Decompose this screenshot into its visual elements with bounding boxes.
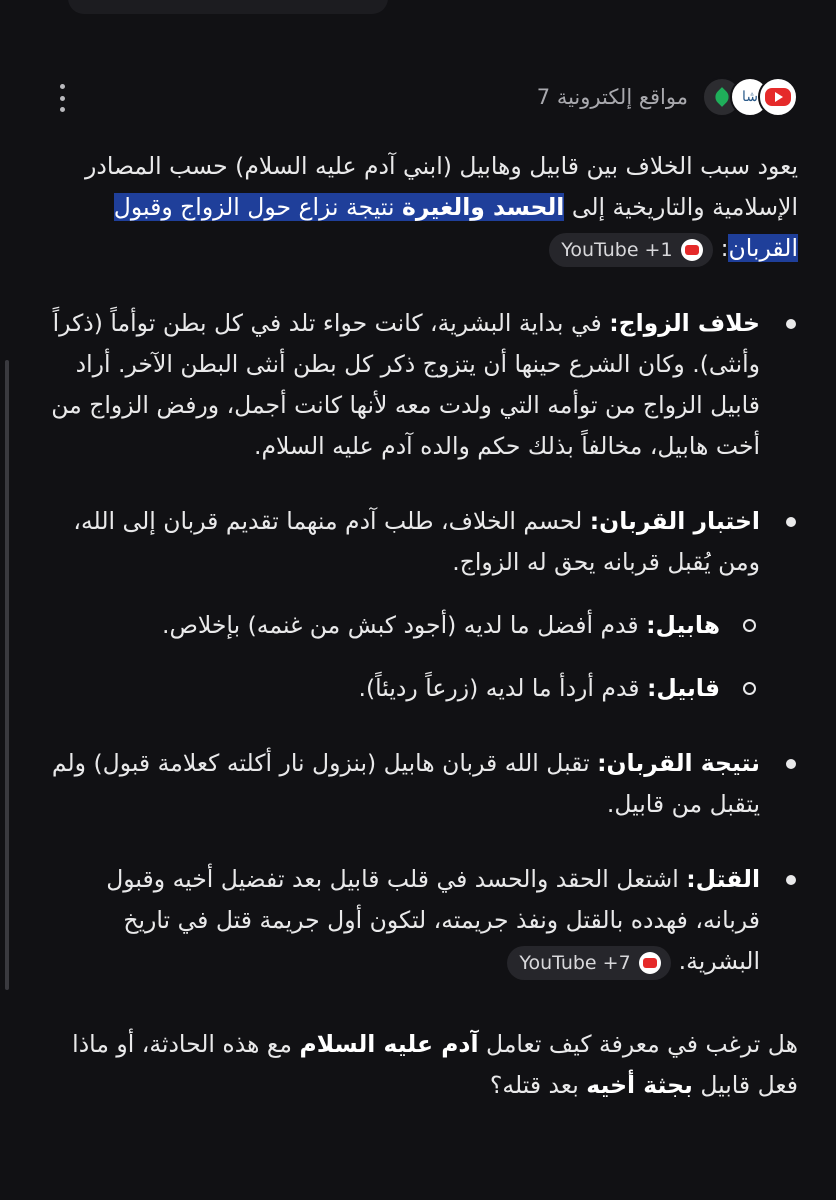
sub-list xyxy=(40,605,760,709)
list-item: نتيجة القربان: تقبل الله قربان هابيل (بنزول نار أكلته كعلامة قبول) ولم يتقبل من قابيل. xyxy=(40,743,798,825)
follow-up-question: هل ترغب في معرفة كيف تعامل آدم عليه السلام مع هذه الحادثة، أو ماذا فعل قابيل بجثة أخيه بعد قتله؟ xyxy=(72,1030,798,1099)
source-favicons[interactable] xyxy=(702,77,798,117)
sub-list-item: هابيل: قدم أفضل ما لديه (أجود كبش من غنمه) بإخلاص. xyxy=(40,605,760,646)
list-item: اختبار القربان: لحسم الخلاف، طلب آدم منهما تقديم قربان إلى الله، ومن يُقبل قربانه يحق له الزواج. هابيل: قدم أفضل ما لديه (أجود كبش من غنمه) بإخلاص. قابيل: قدم أردأ ما لديه (زرعاً رديئاً). xyxy=(40,501,798,709)
sources-row[interactable] xyxy=(40,74,798,120)
previous-card-remnant xyxy=(68,0,388,14)
youtube-icon xyxy=(758,77,798,117)
source-chip[interactable]: YouTube +1 xyxy=(549,233,712,267)
intro-paragraph: يعود سبب الخلاف بين قابيل وهابيل (ابني آدم عليه السلام) حسب المصادر الإسلامية والتاريخية إلى الحسد والغيرة نتيجة نزاع حول الزواج وقبول القربان: YouTube +1 xyxy=(40,146,798,269)
source-chip[interactable]: YouTube +7 xyxy=(507,946,670,980)
scrollbar[interactable] xyxy=(5,360,9,990)
youtube-icon xyxy=(681,239,703,261)
highlight-bold: الحسد والغيرة xyxy=(402,193,565,221)
more-options-icon[interactable] xyxy=(52,84,72,112)
youtube-icon xyxy=(639,952,661,974)
bullet-list xyxy=(40,303,798,982)
answer-content xyxy=(40,146,798,1130)
sources-count[interactable]: 7 مواقع إلكترونية xyxy=(536,85,688,109)
site-logo-icon: شا xyxy=(730,77,770,117)
highlight-text: نتيجة نزاع حول الزواج وقبول القربان xyxy=(113,193,798,262)
sub-list-item: قابيل: قدم أردأ ما لديه (زرعاً رديئاً). xyxy=(40,668,760,709)
list-item: القتل: اشتعل الحقد والحسد في قلب قابيل بعد تفضيل أخيه وقبول قربانه، فهدده بالقتل ونفذ جريمته، لتكون أول جريمة قتل في تاريخ البشرية. YouTube +7 xyxy=(40,859,798,982)
list-item: خلاف الزواج: في بداية البشرية، كانت حواء تلد في كل بطن توأماً (ذكراً وأنثى). وكان الشرع حينها أن يتزوج ذكر كل بطن أنثى البطن الآخر. أراد قابيل الزواج من توأمه التي ولدت معه لأنها كانت أجمل، ورفض الزواج من أخت هابيل، مخالفاً بذلك حكم والده آدم عليه السلام. xyxy=(40,303,798,467)
